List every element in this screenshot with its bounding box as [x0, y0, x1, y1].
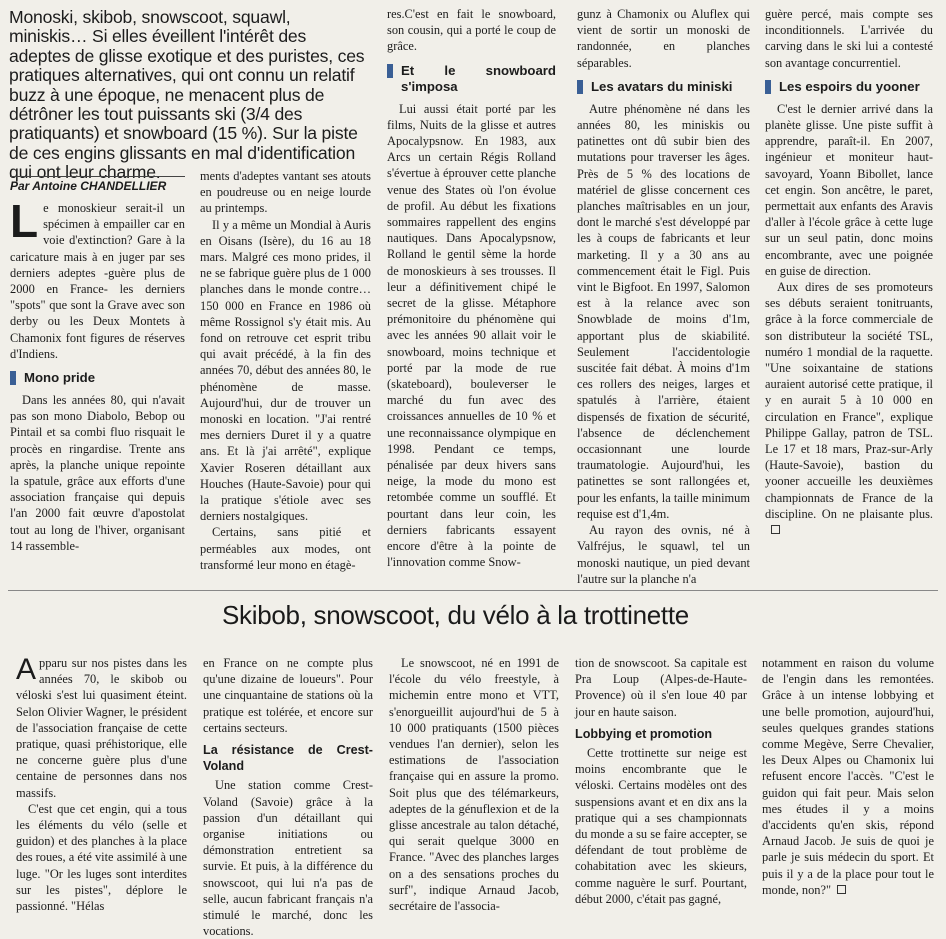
article2-column-3: [389, 655, 559, 914]
article1-column-4: [577, 6, 750, 587]
subhead: La résistance de Crest-Voland: [203, 743, 373, 774]
paragraph: Certains, sans pitié et perméables aux modes, ont transformé leur mono en étagè-: [200, 525, 371, 572]
paragraph: Le snowscoot, né en 1991 de l'école du vélo freestyle, à michemin entre mono et VTT, s'enorgueillit aujourd'hui de 5 à 10 000 pratiquants (1500 pièces vendues l'an dernier), selon les estimations de l'association française qui en assure la promo. Soit plus que des télémarkeurs, adeptes de la génuflexion et de la glisse ancestrale au talon détaché, qui serait quelque 3000 en France. "Avec des planches larges on a des sensations proches du surf", indique Arnaud Jacob, secrétaire de l'associa-: [389, 656, 559, 914]
end-mark-icon: [837, 885, 846, 894]
paragraph: C'est le dernier arrivé dans la planète glisse. Une piste suffit à apprendre, paraît-il. En 2007, ingénieur et moniteur haut-savoyard, Yoann Bibollet, lance cet engin. Son ancêtre, le paret, permettait aux enfants des Aravis d'aller à l'école grâce à cette luge sur un seul patin, donc moins encombrante, avec une poignée en guise de direction.: [765, 101, 933, 278]
byline: Par Antoine CHANDELLIER: [10, 176, 185, 193]
subhead-marker-icon: [387, 64, 393, 78]
subhead: Les avatars du miniski: [577, 79, 750, 95]
article1-column-5: [765, 6, 933, 538]
article1-column-2: [200, 168, 371, 573]
paragraph: Au rayon des ovnis, né à Valfréjus, le squawl, tel un monoski nautique, un pied devant l'autre sur la planche n'a: [577, 523, 750, 586]
end-mark-icon: [771, 525, 780, 534]
paragraph: notamment en raison du volume de l'engin dans les remontées. Grâce à un intense lobbying et une belle promotion, aujourd'hui, seules quelques grandes stations comme Megève, Serre Chevalier, les Deux Alpes ou Chamonix lui refusent encore l'accès. "C'est le guidon qui fait peur. Mais selon mes études il y a moins d'accidents qu'en skis, répond Arnaud Jacob. Je suis de quoi je parle je suis médecin du sport. Et puis il y a de la place pour tout le monde, non?": [762, 656, 934, 897]
paragraph: C'est que cet engin, qui a tous les éléments du vélo (selle et guidon) et des planches à la place des roues, a été vite assimilé à une luge. "Or les luges sont interdites sur les pistes", déplore le passionné. "Hélas: [16, 801, 187, 914]
paragraph: gunz à Chamonix ou Aluflex qui vient de sortir un monoski de randonnée, en planches séparables.: [577, 7, 750, 70]
paragraph: Une station comme Crest-Voland (Savoie) grâce à la passion d'un détaillant qui organise initiations ou démonstration entretient sa survie. Et puis, à la différence du snowscoot, qui lui n'a pas de selle, aucun fabricant français n'a stimulé le marché, donc les vocations.: [203, 778, 373, 939]
paragraph: Cette trottinette sur neige est moins encombrante que le véloski. Certains modèles ont des suspensions avant et en dix ans la pratique qui a ses championnats du monde a su se faire accepter, se défendant de tout problème de cohabitation avec les skieurs, comme naguère le surf. Pourtant, début 2000, c'était pas gagné,: [575, 746, 747, 906]
subhead: Et le snowboard s'imposa: [387, 63, 556, 95]
subhead-marker-icon: [765, 80, 771, 94]
paragraph: Aux dires de ses promoteurs ses débuts seraient tonitruants, grâce à la force commerciale de son distributeur la société TSL, numéro 1 mondial de la raquette. "Une soixantaine de stations auraient autorisé cette pratique, il y en aurait 5 à 10 000 en circulation en France", explique Philippe Gallay, patron de TSL. Le 17 et 18 mars, Praz-sur-Arly (Haute-Savoie), bastion du yooner accueille les deuxièmes championnats de France de la discipline. On ne plaisante plus.: [765, 279, 933, 538]
paragraph: Apparu sur nos pistes dans les années 70, le skibob ou véloski s'est lui quasiment éteint. Selon Olivier Wagner, le président de l'association française de cette pratique, quasi préhistorique, elle ne concerne guère plus d'une centaine de personnes dans nos massifs.: [16, 653, 187, 800]
article2-headline: Skibob, snowscoot, du vélo à la trottinette: [222, 600, 689, 630]
paragraph: Autre phénomène né dans les années 80, les miniskis ou patinettes ont dû subir bien des mutations pour traverser les âges. Près de 5 % des locations de matériel de glisse concernent ces planches maîtrisables en un jour, dont le marché s'est développé par les à coups de fabricants et leur marketing. Il y a 30 ans au commencement était le Figl. Puis vint le Bigfoot. En 1997, Salomon est à la relance avec son Snowblade de moins d'1m, apportant plus de skiabilité. Seulement l'accidentologie suscitée fait débat. À moins d'1m ces rollers des neiges, larges et spatulés à l'arrière, étaient dispensés de fixation de sécurité, l'absence de déclenchement occasionnant une lourde traumatologie. Aujourd'hui, les patinettes se sont rallongées et, pour les enfants, la taille minimum requise est d'1,4m.: [577, 101, 750, 521]
article1-column-1: [10, 195, 185, 554]
article2-column-1: [16, 655, 187, 914]
subhead-marker-icon: [577, 80, 583, 94]
paragraph: Le monoskieur serait-il un spécimen à empailler car en voie d'extinction? Gare à la caricature mais à en juger par ses derniers adeptes -guère plus de 2000 en France- les derniers "spots" que sont la Grave avec son derby ou les Deux Montets à Chamonix font figures de réserves d'Indiens.: [10, 195, 185, 361]
article2-column-2: [203, 655, 373, 939]
article2-column-5: [762, 655, 934, 898]
paragraph: tion de snowscoot. Sa capitale est Pra Loup (Alpes-de-Haute-Provence) où il s'en loue 40 par jour en haute saison.: [575, 656, 747, 719]
article-lead: Monoski, skibob, snowscoot, squawl, miniskis… Si elles éveillent l'intérêt des adeptes de glisse exotique et des puristes, ces pratiques alternatives, qui ont connu un relatif buzz à une époque, ne menacent plus de détrôner les tout puissants ski (3/4 des pratiquants) et snowboard (15 %). Sur la piste de ces engins glissants en mal d'identification qui ont leur charme.: [9, 7, 365, 183]
paragraph: en France on ne compte plus qu'une dizaine de loueurs". Pour une cinquantaine de stations où la pratique est tolérée, et encore sur certains secteurs.: [203, 656, 373, 735]
subhead: Lobbying et promotion: [575, 726, 713, 741]
paragraph: Lui aussi était porté par les films, Nuits de la glisse et autres Apocalypsnow. En 1983, aux Arcs un certain Régis Rolland s'évertue à éprouver cette planche venue des States où l'on évolue de profil. Au début les fixations sommaires rappellent des engins nautiques. Dans Apocalypsnow, Rolland le gentil sème la horde de monoskieurs à ses trousses. Il leur a définitivement chipé le secret de la glisse. Métaphore prémonitoire du phénomène qui avec les années 90 allait voir le snowboard, moins technique et porté par la mode de rue (skateboard), bouleverser le marché du fun avec des croissances annuelles de 10 % et une reconnaissance olympique en 1998. Pendant ce temps, pénalisée par deux hivers sans neige, la mode du mono est retombée comme un soufflé. Et pourtant dans leur coin, les derniers fabricants essayent encore d'être à la pointe de l'innovation comme Snow-: [387, 101, 556, 570]
article1-column-3: [387, 6, 556, 571]
article2-column-4: [575, 655, 747, 907]
paragraph: Dans les années 80, qui n'avait pas son mono Diabolo, Bebop ou Pintail et sa combi fluo risquait le procès en ringardise. Trente ans après, la planche unique repointe la spatule, grâce aux efforts d'une association française qui depuis l'an 2000 fait œuvre d'apostolat tout au long de l'hiver, organisant 14 rassemble-: [10, 393, 185, 553]
paragraph: res.C'est en fait le snowboard, son cousin, qui a porté le coup de grâce.: [387, 7, 556, 54]
drop-cap: A: [16, 653, 37, 686]
subhead: Mono pride: [10, 370, 185, 386]
paragraph: ments d'adeptes vantant ses atouts en poudreuse ou en neige lourde au printemps.: [200, 169, 371, 216]
paragraph: Il y a même un Mondial à Auris en Oisans (Isère), du 16 au 18 mars. Malgré ces mono prides, il ne se fabrique guère plus de 1 000 planches dans le monde contre… 150 000 en France en 1986 où même Rossignol s'y était mis. Au fond on retrouve cet esprit tribu qui avait précédé, à la fin des années 70, début des années 80, le phénomène de masse. Aujourd'hui, dur de trouver un monoski en location. "J'ai rentré mes derniers Duret il y a quatre ans. Et là j'ai arrêté", explique Xavier Roseren détaillant aux Houches (Haute-Savoie) pour qui la pratique s'étiole avec ses derniers nostalgiques.: [200, 217, 371, 524]
paragraph: guère percé, mais compte ses inconditionnels. L'arrivée du carving dans le ski lui a contesté son avantage concurrentiel.: [765, 7, 933, 70]
subhead: Les espoirs du yooner: [765, 79, 933, 95]
section-divider: [8, 590, 938, 591]
subhead-marker-icon: [10, 371, 16, 385]
drop-cap: L: [10, 195, 39, 247]
